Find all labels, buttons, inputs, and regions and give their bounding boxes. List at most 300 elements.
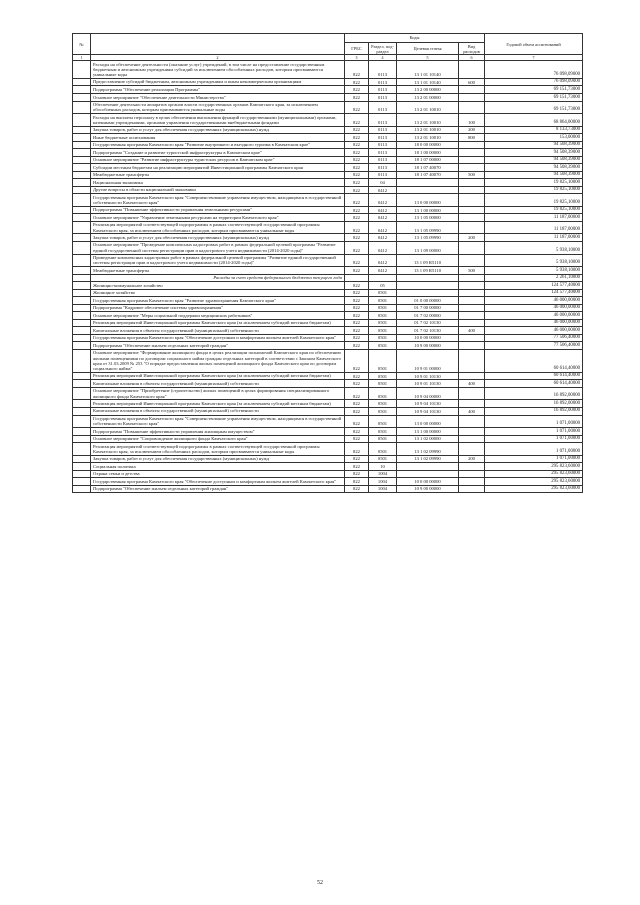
- amount-cell: 5 938,10000: [485, 267, 583, 275]
- row-name-cell: Капитальные вложения в объекты государственной (муниципальной) собственности: [91, 407, 345, 415]
- amount-cell: 19 825,10000: [485, 186, 583, 194]
- amount-cell: 76 098,09000: [485, 78, 583, 86]
- table-row: [73, 349, 583, 372]
- grbs-cell: 822: [345, 179, 369, 187]
- expense-type-cell: [459, 387, 485, 400]
- grbs-cell: 822: [345, 478, 369, 486]
- expense-type-cell: 800: [459, 134, 485, 142]
- expense-type-cell: [459, 304, 485, 312]
- grbs-cell: 822: [345, 470, 369, 478]
- amount-cell: 94 508,39000: [485, 141, 583, 149]
- row-number-cell: [73, 407, 91, 415]
- table-row: [73, 342, 583, 350]
- section-cell: 0412: [369, 254, 397, 267]
- target-cell: 13 2 01 10010: [397, 134, 459, 142]
- grbs-cell: 822: [345, 289, 369, 297]
- amount-cell: 1 071,00000: [485, 415, 583, 428]
- row-number-cell: [73, 114, 91, 127]
- table-row: [73, 400, 583, 408]
- section-cell: 0501: [369, 387, 397, 400]
- target-cell: [397, 282, 459, 290]
- table-row: [73, 297, 583, 305]
- expense-type-cell: [459, 400, 485, 408]
- section-cell: 1004: [369, 485, 397, 493]
- table-row: [73, 179, 583, 187]
- grbs-cell: 822: [345, 319, 369, 327]
- row-name-cell: Подпрограмма "Кадровое обеспечение системы здравоохранения": [91, 304, 345, 312]
- section-cell: 0501: [369, 455, 397, 463]
- expense-type-cell: [459, 101, 485, 114]
- table-body: [73, 61, 583, 493]
- table-row: [73, 435, 583, 443]
- grbs-cell: 822: [345, 387, 369, 400]
- expense-type-cell: [459, 86, 485, 94]
- table-row: [73, 126, 583, 134]
- table-row: [73, 463, 583, 471]
- table-row: [73, 241, 583, 254]
- amount-cell: 68 864,00000: [485, 114, 583, 127]
- header-grbs: ГРБС: [345, 43, 369, 55]
- row-number-cell: [73, 94, 91, 102]
- section-cell: 0113: [369, 61, 397, 79]
- row-name-cell: Основное мероприятие "Проведение комплексных кадастровых работ в рамках федеральной целевой программы "Развитие единой государственной системы регистрации прав и кадастрового учета недвижимости (2014-2020 годы)": [91, 241, 345, 254]
- table-row: [73, 274, 583, 282]
- grbs-cell: 822: [345, 415, 369, 428]
- expense-type-cell: [459, 428, 485, 436]
- target-cell: 10 9 00 00000: [397, 342, 459, 350]
- amount-cell: 60 614,40000: [485, 372, 583, 380]
- target-cell: 13 2 01 10010: [397, 114, 459, 127]
- grbs-cell: 822: [345, 194, 369, 207]
- amount-cell: 5 938,10000: [485, 254, 583, 267]
- expense-type-cell: [459, 156, 485, 164]
- expense-type-cell: [459, 478, 485, 486]
- table-row: [73, 282, 583, 290]
- target-cell: [397, 463, 459, 471]
- grbs-cell: 822: [345, 101, 369, 114]
- expense-type-cell: [459, 312, 485, 320]
- row-name-cell: Государственная программа Камчатского края "Обеспечение доступным и комфортным жильем жителей Камчатского края": [91, 334, 345, 342]
- expense-type-cell: 200: [459, 234, 485, 242]
- table-row: [73, 478, 583, 486]
- target-cell: 10 0 00 00000: [397, 478, 459, 486]
- target-cell: 13 0 00 00000: [397, 194, 459, 207]
- grbs-cell: 822: [345, 234, 369, 242]
- section-cell: 10: [369, 463, 397, 471]
- row-number-cell: [73, 372, 91, 380]
- expense-type-cell: [459, 164, 485, 172]
- amount-cell: 11 187,00000: [485, 221, 583, 234]
- amount-cell: 76 098,09000: [485, 61, 583, 79]
- section-cell: 0113: [369, 171, 397, 179]
- grbs-cell: 822: [345, 334, 369, 342]
- target-cell: 10 9 01 00000: [397, 349, 459, 372]
- table-row: [73, 186, 583, 194]
- section-cell: 0113: [369, 134, 397, 142]
- table-row: [73, 214, 583, 222]
- row-name-cell: Основное мероприятие "Сопровождение жилищного фонда Камчатского края": [91, 435, 345, 443]
- table-row: [73, 114, 583, 127]
- header-target: Целевая статья: [397, 43, 459, 55]
- section-cell: 0113: [369, 149, 397, 157]
- expense-type-cell: [459, 141, 485, 149]
- table-row: [73, 415, 583, 428]
- row-number-cell: [73, 86, 91, 94]
- amount-cell: 16 892,00000: [485, 400, 583, 408]
- row-name-cell: Основное мероприятие "Формирование жилищного фонда в целях реализации полномочий Камчатского края по обеспечению жилыми помещениями по договорам социального найма граждан отдельных категорий в соответствии с Законом Камчатского края от 31.03.2009 № 253 "О порядке предоставления жилых помещений жилищного фонда Камчатского края по договорам социального найма": [91, 349, 345, 372]
- expense-type-cell: [459, 149, 485, 157]
- section-cell: 0412: [369, 206, 397, 214]
- amount-cell: 94 508,39000: [485, 149, 583, 157]
- row-name-cell: Реализация мероприятий Инвестиционной программы Камчатского края (за исключением субсидий местным бюджетам): [91, 400, 345, 408]
- amount-cell: 46 000,00000: [485, 304, 583, 312]
- amount-cell: 11 187,00000: [485, 214, 583, 222]
- target-cell: 13 1 09 R5110: [397, 267, 459, 275]
- target-cell: 10 9 04 10130: [397, 407, 459, 415]
- section-cell: 0501: [369, 319, 397, 327]
- section-cell: 0412: [369, 221, 397, 234]
- amount-cell: 124 577,40000: [485, 289, 583, 297]
- amount-cell: 77 506,40000: [485, 334, 583, 342]
- grbs-cell: 822: [345, 342, 369, 350]
- table-row: [73, 134, 583, 142]
- section-cell: 0501: [369, 349, 397, 372]
- expense-type-cell: [459, 186, 485, 194]
- amount-cell: 16 892,00000: [485, 407, 583, 415]
- amount-cell: 60 614,40000: [485, 349, 583, 372]
- grbs-cell: 822: [345, 407, 369, 415]
- grbs-cell: 822: [345, 282, 369, 290]
- row-number-cell: [73, 156, 91, 164]
- table-row: [73, 380, 583, 388]
- amount-cell: 2 261,10000: [485, 274, 583, 282]
- grbs-cell: 822: [345, 267, 369, 275]
- section-cell: 0412: [369, 234, 397, 242]
- expense-type-cell: [459, 485, 485, 493]
- table-row: [73, 319, 583, 327]
- expense-type-cell: [459, 221, 485, 234]
- expense-type-cell: 200: [459, 126, 485, 134]
- row-name-cell: Охрана семьи и детства: [91, 470, 345, 478]
- section-cell: 05: [369, 282, 397, 290]
- grbs-cell: 822: [345, 400, 369, 408]
- expense-type-cell: [459, 463, 485, 471]
- row-number-cell: [73, 297, 91, 305]
- header-amount: Годовой объем ассигнований: [485, 34, 583, 55]
- row-name-cell: Подпрограмма "Повышение эффективности управления жилищным имуществом": [91, 428, 345, 436]
- expense-type-cell: 400: [459, 327, 485, 335]
- amount-cell: 5 938,10000: [485, 241, 583, 254]
- grbs-cell: 822: [345, 214, 369, 222]
- header-expense-type: Вид расходов: [459, 43, 485, 55]
- section-cell: 0501: [369, 312, 397, 320]
- section-cell: 0113: [369, 94, 397, 102]
- target-cell: 13 2 01 10010: [397, 101, 459, 114]
- grbs-cell: 822: [345, 78, 369, 86]
- amount-cell: 46 000,00000: [485, 319, 583, 327]
- expense-type-cell: 400: [459, 380, 485, 388]
- grbs-cell: 822: [345, 171, 369, 179]
- target-cell: 13 1 01 10140: [397, 61, 459, 79]
- grbs-cell: 822: [345, 372, 369, 380]
- table-row: [73, 101, 583, 114]
- target-cell: 01 0 00 00000: [397, 297, 459, 305]
- grbs-cell: 822: [345, 114, 369, 127]
- column-number: 3: [345, 55, 369, 61]
- row-number-cell: [73, 334, 91, 342]
- expense-type-cell: [459, 274, 485, 282]
- section-cell: 0501: [369, 289, 397, 297]
- row-number-cell: [73, 470, 91, 478]
- target-cell: 10 9 01 10130: [397, 372, 459, 380]
- table-row: [73, 334, 583, 342]
- section-cell: 0113: [369, 86, 397, 94]
- row-number-cell: [73, 134, 91, 142]
- section-cell: 0412: [369, 194, 397, 207]
- row-name-cell: Национальная экономика: [91, 179, 345, 187]
- target-cell: 10 9 04 10130: [397, 400, 459, 408]
- target-cell: 18 1 07 40070: [397, 171, 459, 179]
- budget-table: [72, 33, 583, 493]
- table-row: [73, 234, 583, 242]
- table-row: [73, 149, 583, 157]
- grbs-cell: 822: [345, 141, 369, 149]
- section-cell: 0501: [369, 342, 397, 350]
- table-row: [73, 304, 583, 312]
- grbs-cell: 822: [345, 254, 369, 267]
- header-no: №: [73, 34, 91, 55]
- target-cell: 13 1 09 00000: [397, 241, 459, 254]
- section-cell: 0113: [369, 141, 397, 149]
- expense-type-cell: 600: [459, 78, 485, 86]
- target-cell: 10 9 00 00000: [397, 485, 459, 493]
- amount-cell: 295 823,60000: [485, 470, 583, 478]
- target-cell: 13 1 05 09990: [397, 221, 459, 234]
- grbs-cell: 822: [345, 126, 369, 134]
- target-cell: 18 1 00 00000: [397, 149, 459, 157]
- target-cell: 13 1 00 00000: [397, 206, 459, 214]
- row-number-cell: [73, 214, 91, 222]
- table-row: [73, 485, 583, 493]
- amount-cell: 124 577,40000: [485, 282, 583, 290]
- amount-cell: 69 151,73000: [485, 101, 583, 114]
- target-cell: 13 1 00 00000: [397, 428, 459, 436]
- table-row: [73, 289, 583, 297]
- target-cell: 13 0 00 00000: [397, 415, 459, 428]
- section-cell: 0501: [369, 415, 397, 428]
- table-row: [73, 156, 583, 164]
- table-row: [73, 221, 583, 234]
- amount-cell: 153,00000: [485, 134, 583, 142]
- row-name-cell: Подпрограмма "Обеспечение реализации Программы": [91, 86, 345, 94]
- row-number-cell: [73, 282, 91, 290]
- section-cell: 0501: [369, 297, 397, 305]
- grbs-cell: 822: [345, 297, 369, 305]
- table-row: [73, 387, 583, 400]
- section-cell: 0501: [369, 304, 397, 312]
- row-name-cell: Закупка товаров, работ и услуг для обеспечения государственных (муниципальных) нужд: [91, 455, 345, 463]
- grbs-cell: 822: [345, 435, 369, 443]
- row-number-cell: [73, 206, 91, 214]
- row-number-cell: [73, 126, 91, 134]
- row-number-cell: [73, 289, 91, 297]
- target-cell: 13 1 02 00000: [397, 435, 459, 443]
- section-cell: 0113: [369, 126, 397, 134]
- row-number-cell: [73, 171, 91, 179]
- row-name-cell: Реализация мероприятий Инвестиционной программы Камчатского края (за исключением субсидий местным бюджетам): [91, 319, 345, 327]
- section-cell: 0501: [369, 407, 397, 415]
- row-number-cell: [73, 254, 91, 267]
- row-name-cell: Государственная программа Камчатского края "Развитие внутреннего и въездного туризма в Камчатском крае": [91, 141, 345, 149]
- row-number-cell: [73, 149, 91, 157]
- column-number: 4: [369, 55, 397, 61]
- target-cell: 10 0 00 00000: [397, 334, 459, 342]
- section-cell: 1004: [369, 478, 397, 486]
- target-cell: 13 1 05 09990: [397, 234, 459, 242]
- row-number-cell: [73, 234, 91, 242]
- table-row: [73, 407, 583, 415]
- expense-type-cell: [459, 435, 485, 443]
- target-cell: 18 1 07 40070: [397, 164, 459, 172]
- row-number-cell: [73, 485, 91, 493]
- row-name-cell: Расходы на обеспечение деятельности (оказание услуг) учреждений, в том числе на предоставление государственным бюджетным и автономным учреждениям субсидий за исключением обособленных расходов, которым присваиваются уникальные коды: [91, 61, 345, 79]
- expense-type-cell: [459, 282, 485, 290]
- section-cell: 0412: [369, 186, 397, 194]
- amount-cell: 19 825,10000: [485, 194, 583, 207]
- grbs-cell: 822: [345, 455, 369, 463]
- grbs-cell: 822: [345, 61, 369, 79]
- table-row: [73, 164, 583, 172]
- table-row: [73, 372, 583, 380]
- amount-cell: 19 825,10000: [485, 206, 583, 214]
- row-number-cell: [73, 463, 91, 471]
- column-number: 1: [73, 55, 91, 61]
- grbs-cell: 822: [345, 443, 369, 456]
- target-cell: 01 7 02 00000: [397, 312, 459, 320]
- expense-type-cell: 400: [459, 407, 485, 415]
- amount-cell: 19 825,10000: [485, 179, 583, 187]
- table-row: [73, 61, 583, 79]
- row-name-cell: Жилищное хозяйство: [91, 289, 345, 297]
- amount-cell: 69 151,73000: [485, 94, 583, 102]
- amount-cell: 94 508,39000: [485, 171, 583, 179]
- table-row: [73, 428, 583, 436]
- target-cell: [397, 186, 459, 194]
- target-cell: [397, 289, 459, 297]
- amount-cell: 1 071,00000: [485, 443, 583, 456]
- target-cell: [397, 470, 459, 478]
- grbs-cell: 822: [345, 304, 369, 312]
- section-cell: 0113: [369, 78, 397, 86]
- amount-cell: 46 000,00000: [485, 297, 583, 305]
- target-cell: 13 2 00 00000: [397, 86, 459, 94]
- row-number-cell: [73, 186, 91, 194]
- column-number: 7: [485, 55, 583, 61]
- section-cell: 0501: [369, 372, 397, 380]
- row-number-cell: [73, 478, 91, 486]
- row-name-cell: Обеспечение деятельности аппаратов органов власти государственных органов Камчатского края, за исключением обособленных расходов, которым присваиваются уникальные коды: [91, 101, 345, 114]
- row-name-cell: Подпрограмма "Создание и развитие туристской инфраструктуры в Камчатском крае": [91, 149, 345, 157]
- target-cell: 18 0 00 00000: [397, 141, 459, 149]
- expense-type-cell: [459, 342, 485, 350]
- table-row: [73, 141, 583, 149]
- grbs-cell: 822: [345, 186, 369, 194]
- section-cell: 0501: [369, 327, 397, 335]
- target-cell: 13 2 01 10010: [397, 126, 459, 134]
- expense-type-cell: [459, 206, 485, 214]
- row-name-cell: Иные бюджетные ассигнования: [91, 134, 345, 142]
- row-name-cell: Предоставление субсидий бюджетным, автономным учреждениям и иным некоммерческим организациям: [91, 78, 345, 86]
- section-cell: 0113: [369, 101, 397, 114]
- row-name-cell: Основное мероприятие "Приобретение (строительство) жилых помещений в целях формирования специализированного жилищного фонда Камчатского края": [91, 387, 345, 400]
- row-number-cell: [73, 387, 91, 400]
- row-name-cell: Жилищно-коммунальное хозяйство: [91, 282, 345, 290]
- row-number-cell: [73, 428, 91, 436]
- row-name-cell: Закупка товаров, работ и услуг для обеспечения государственных (муниципальных) нужд: [91, 234, 345, 242]
- row-number-cell: [73, 267, 91, 275]
- table-row: [73, 267, 583, 275]
- expense-type-cell: [459, 214, 485, 222]
- grbs-cell: 822: [345, 94, 369, 102]
- grbs-cell: [345, 274, 369, 282]
- section-cell: 0501: [369, 334, 397, 342]
- expense-type-cell: [459, 241, 485, 254]
- row-number-cell: [73, 327, 91, 335]
- expense-type-cell: [459, 297, 485, 305]
- row-name-cell: Основное мероприятие "Управление земельными ресурсами на территории Камчатского края": [91, 214, 345, 222]
- amount-cell: 60 614,40000: [485, 380, 583, 388]
- expense-type-cell: [459, 61, 485, 79]
- row-name-cell: Расходы на выплаты персоналу в целях обеспечения выполнения функций государственными (муниципальными) органами, казенными учреждениями, органами управления государственными внебюджетными фондами: [91, 114, 345, 127]
- section-cell: 0113: [369, 164, 397, 172]
- amount-cell: 1 071,00000: [485, 428, 583, 436]
- header-section: Раздел, под-раздел: [369, 43, 397, 55]
- row-name-cell: Подпрограмма "Обеспечение жильем отдельных категорий граждан": [91, 342, 345, 350]
- section-cell: 0501: [369, 435, 397, 443]
- amount-cell: 295 823,60000: [485, 478, 583, 486]
- table-row: [73, 455, 583, 463]
- amount-cell: 94 508,39000: [485, 156, 583, 164]
- row-number-cell: [73, 164, 91, 172]
- row-name-cell: Государственная программа Камчатского края "Обеспечение доступным и комфортным жильем жителей Камчатского края": [91, 478, 345, 486]
- expense-type-cell: [459, 254, 485, 267]
- row-name-cell: Государственная программа Камчатского края "Совершенствование управления имуществом, находящимся в государственной собственности Камчатского края": [91, 194, 345, 207]
- expense-type-cell: 200: [459, 455, 485, 463]
- row-name-cell: Основное мероприятие "Обеспечение деятельности Министерства": [91, 94, 345, 102]
- target-cell: 18 1 07 00000: [397, 156, 459, 164]
- table-row: [73, 94, 583, 102]
- row-number-cell: [73, 179, 91, 187]
- amount-cell: 77 506,40000: [485, 342, 583, 350]
- header-name: [91, 34, 345, 55]
- expense-type-cell: [459, 415, 485, 428]
- target-cell: 13 1 09 R5110: [397, 254, 459, 267]
- table-row: [73, 327, 583, 335]
- target-cell: 13 1 02 09990: [397, 443, 459, 456]
- table-row: [73, 443, 583, 456]
- target-cell: [397, 179, 459, 187]
- row-name-cell: Основное мероприятие "Развитие инфраструктуры туристских ресурсов в Камчатском крае": [91, 156, 345, 164]
- target-cell: 01 7 00 00000: [397, 304, 459, 312]
- target-cell: 01 7 02 10130: [397, 327, 459, 335]
- amount-cell: 46 000,00000: [485, 327, 583, 335]
- amount-cell: 1 071,00000: [485, 435, 583, 443]
- row-number-cell: [73, 304, 91, 312]
- row-name-cell: Проведение комплексных кадастровых работ в рамках федеральной целевой программы "Развитие единой государственной системы регистрации прав и кадастрового учета недвижимости (2014-2020 годы)": [91, 254, 345, 267]
- row-number-cell: [73, 319, 91, 327]
- amount-cell: 11 187,00000: [485, 234, 583, 242]
- grbs-cell: 822: [345, 206, 369, 214]
